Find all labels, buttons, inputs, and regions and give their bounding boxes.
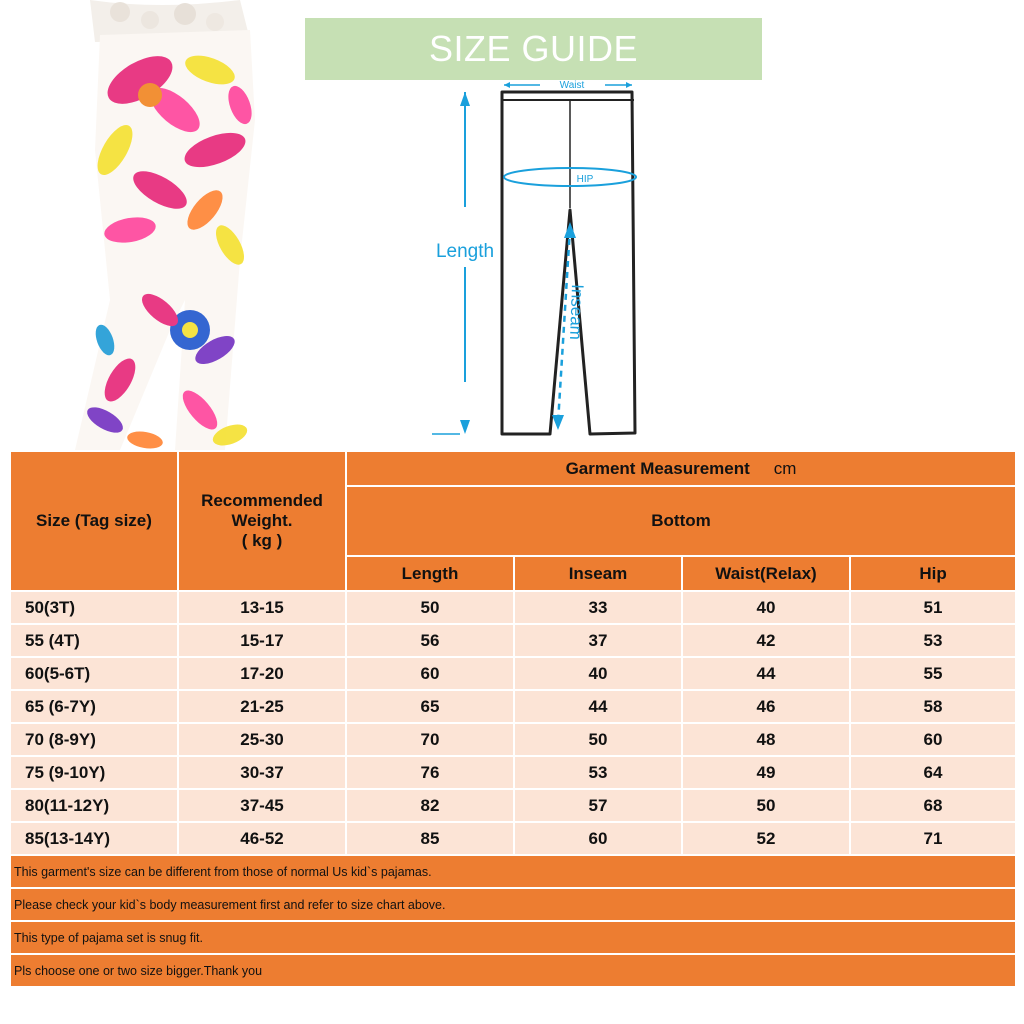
inseam-cell: 44 [514, 690, 682, 723]
size-column-header: Size (Tag size) [10, 451, 178, 591]
size-cell: 50(3T) [10, 591, 178, 624]
note-row: This type of pajama set is snug fit. [10, 921, 1016, 954]
waist-column-header: Waist(Relax) [682, 556, 850, 591]
hip-cell: 71 [850, 822, 1016, 855]
hip-cell: 53 [850, 624, 1016, 657]
size-cell: 60(5-6T) [10, 657, 178, 690]
waist-cell: 49 [682, 756, 850, 789]
hip-cell: 64 [850, 756, 1016, 789]
length-cell: 50 [346, 591, 514, 624]
weight-cell: 46-52 [178, 822, 346, 855]
weight-cell: 25-30 [178, 723, 346, 756]
table-row [10, 756, 1016, 789]
hip-label: HIP [576, 174, 594, 185]
waist-cell: 48 [682, 723, 850, 756]
inseam-cell: 50 [514, 723, 682, 756]
table-row [10, 591, 1016, 624]
length-cell: 82 [346, 789, 514, 822]
hip-cell: 51 [850, 591, 1016, 624]
weight-cell: 17-20 [178, 657, 346, 690]
inseam-cell: 37 [514, 624, 682, 657]
hip-cell: 68 [850, 789, 1016, 822]
table-row [10, 657, 1016, 690]
table-row [10, 723, 1016, 756]
unit-label: cm [773, 458, 797, 478]
garment-measurement-header: Garment Measurement cm [346, 451, 1016, 486]
waist-cell: 40 [682, 591, 850, 624]
length-label: Length [435, 241, 495, 262]
bottom-header: Bottom [346, 486, 1016, 556]
weight-cell: 13-15 [178, 591, 346, 624]
size-table [9, 450, 1017, 988]
waist-label: Waist [559, 80, 585, 91]
inseam-cell: 40 [514, 657, 682, 690]
waist-cell: 50 [682, 789, 850, 822]
waist-cell: 46 [682, 690, 850, 723]
weight-cell: 37-45 [178, 789, 346, 822]
length-cell: 70 [346, 723, 514, 756]
table-row [10, 789, 1016, 822]
hip-cell: 58 [850, 690, 1016, 723]
note-row: Pls choose one or two size bigger.Thank you [10, 954, 1016, 987]
size-cell: 85(13-14Y) [10, 822, 178, 855]
size-cell: 65 (6-7Y) [10, 690, 178, 723]
leggings-photo [0, 0, 345, 450]
length-column-header: Length [346, 556, 514, 591]
table-row [10, 624, 1016, 657]
leggings-diagram [420, 78, 650, 448]
note-row: This garment's size can be different from those of normal Us kid`s pajamas. [10, 855, 1016, 888]
note-row: Please check your kid`s body measurement first and refer to size chart above. [10, 888, 1016, 921]
page-title: SIZE GUIDE [428, 28, 639, 69]
waist-cell: 44 [682, 657, 850, 690]
hip-column-header: Hip [850, 556, 1016, 591]
length-cell: 56 [346, 624, 514, 657]
weight-cell: 15-17 [178, 624, 346, 657]
waist-cell: 42 [682, 624, 850, 657]
inseam-cell: 60 [514, 822, 682, 855]
length-cell: 65 [346, 690, 514, 723]
table-row [10, 822, 1016, 855]
waist-cell: 52 [682, 822, 850, 855]
table-row [10, 690, 1016, 723]
size-cell: 70 (8-9Y) [10, 723, 178, 756]
inseam-label: Inseam [566, 283, 587, 341]
inseam-cell: 57 [514, 789, 682, 822]
inseam-cell: 33 [514, 591, 682, 624]
hip-cell: 60 [850, 723, 1016, 756]
inseam-cell: 53 [514, 756, 682, 789]
length-cell: 85 [346, 822, 514, 855]
size-guide-banner [305, 18, 762, 80]
size-cell: 80(11-12Y) [10, 789, 178, 822]
hip-cell: 55 [850, 657, 1016, 690]
length-cell: 60 [346, 657, 514, 690]
inseam-column-header: Inseam [514, 556, 682, 591]
size-cell: 55 (4T) [10, 624, 178, 657]
weight-cell: 21-25 [178, 690, 346, 723]
weight-column-header: Recommended Weight. ( kg ) [178, 451, 346, 591]
weight-cell: 30-37 [178, 756, 346, 789]
length-cell: 76 [346, 756, 514, 789]
size-cell: 75 (9-10Y) [10, 756, 178, 789]
